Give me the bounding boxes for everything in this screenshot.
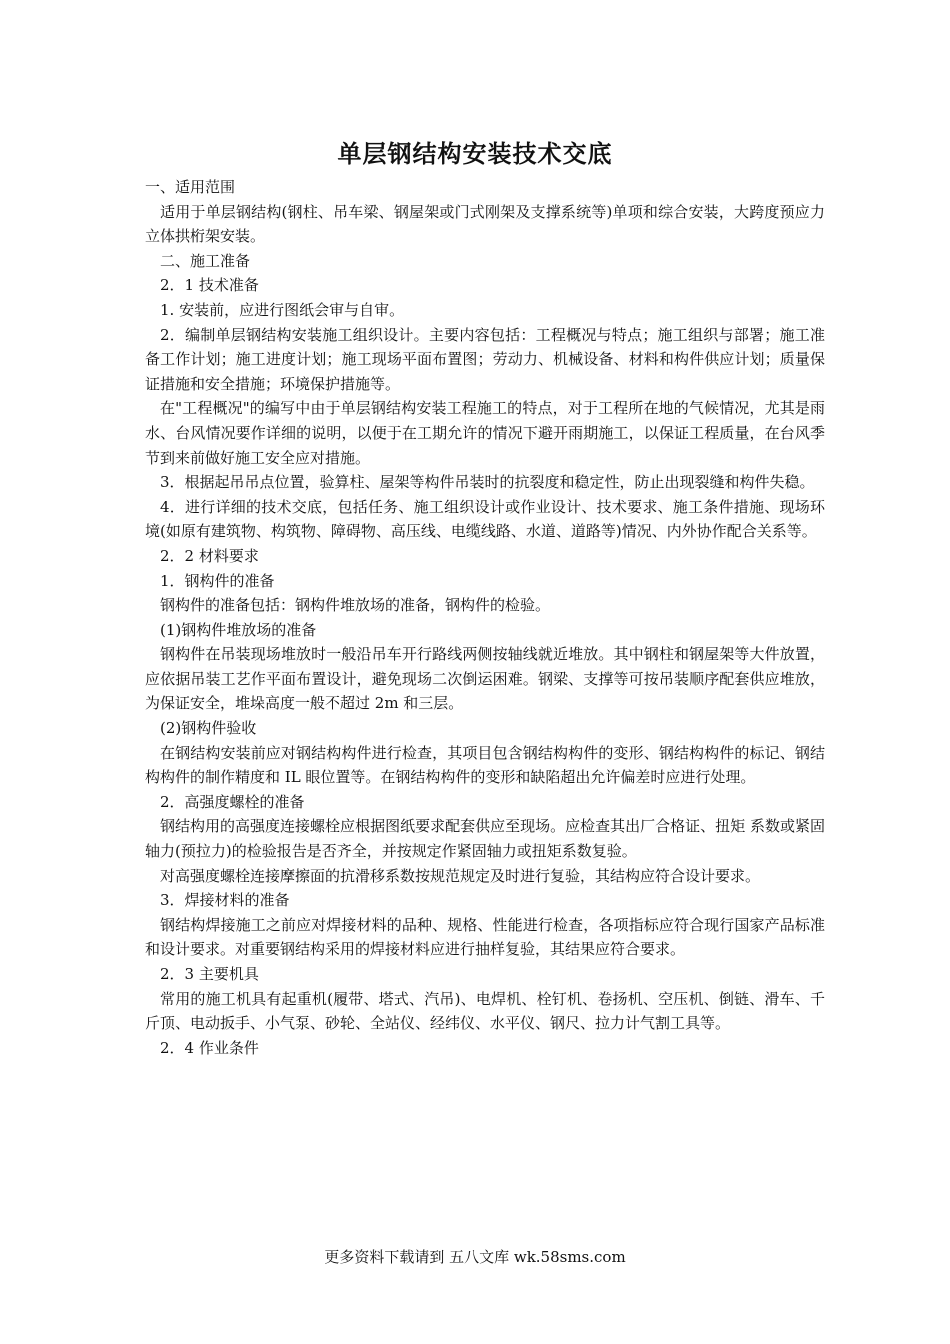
document-title: 单层钢结构安装技术交底 bbox=[337, 139, 613, 168]
subsection-heading: 2．3 主要机具 bbox=[160, 965, 259, 983]
list-item: 1．钢构件的准备 bbox=[160, 571, 275, 590]
section-heading: 一、适用范围 bbox=[145, 178, 236, 196]
paragraph: 钢结构用的高强度连接螺栓应根据图纸要求配套供应至现场。应检查其出厂合格证、扭矩 系数或紧固轴力(预拉力)的检验报告是否齐全，并按规定作紧固轴力或扭矩系数复验。 bbox=[145, 817, 825, 861]
list-item: 3．根据起吊吊点位置，验算柱、屋架等构件吊装时的抗裂度和稳定性，防止出现裂缝和构件失稳。 bbox=[160, 473, 815, 492]
page-footer: 更多资料下载请到 五八文库 wk.58sms.com bbox=[324, 1248, 626, 1266]
list-item: (2)钢构件验收 bbox=[160, 719, 257, 738]
paragraph: 适用于单层钢结构(钢柱、吊车梁、钢屋架或门式刚架及支撑系统等)单项和综合安装，大跨度预应力立体拱桁架安装。 bbox=[145, 202, 825, 246]
document-body bbox=[145, 175, 825, 1060]
subsection-heading: 2．1 技术准备 bbox=[160, 276, 259, 295]
section-heading: 二、施工准备 bbox=[160, 251, 251, 270]
paragraph: 在钢结构安装前应对钢结构构件进行检查，其项目包含钢结构构件的变形、钢结构构件的标记、钢结构构件的制作精度和 IL 眼位置等。在钢结构构件的变形和缺陷超出允许偏差时应进行处理。 bbox=[145, 743, 825, 787]
list-item: 1. 安装前，应进行图纸会审与自审。 bbox=[160, 300, 405, 319]
paragraph: 钢构件的准备包括：钢构件堆放场的准备，钢构件的检验。 bbox=[160, 596, 551, 615]
list-item: 4．进行详细的技术交底，包括任务、施工组织设计或作业设计、技术要求、施工条件措施、现场环境(如原有建筑物、构筑物、障碍物、高压线、电缆线路、水道、道路等)情况、内外协作配合关系等。 bbox=[145, 497, 825, 541]
list-item: 2．高强度螺栓的准备 bbox=[160, 792, 305, 811]
list-item: 2．编制单层钢结构安装施工组织设计。主要内容包括：工程概况与特点；施工组织与部署；施工准备工作计划；施工进度计划；施工现场平面布置图；劳动力、机械设备、材料和构件供应计划；质量保证措施和安全措施；环境保护措施等。 bbox=[145, 325, 825, 393]
paragraph: 钢结构焊接施工之前应对焊接材料的品种、规格、性能进行检查，各项指标应符合现行国家产品标准和设计要求。对重要钢结构采用的焊接材料应进行抽样复验，其结果应符合要求。 bbox=[145, 915, 825, 959]
paragraph: 常用的施工机具有起重机(履带、塔式、汽吊)、电焊机、栓钉机、卷扬机、空压机、倒链、滑车、千斤顶、电动扳手、小气泵、砂轮、全站仪、经纬仪、水平仪、钢尺、拉力计气割工具等。 bbox=[145, 989, 825, 1033]
subsection-heading: 2．2 材料要求 bbox=[160, 546, 259, 565]
subsection-heading: 2．4 作业条件 bbox=[160, 1038, 259, 1057]
list-item: 3．焊接材料的准备 bbox=[160, 891, 290, 910]
list-item: (1)钢构件堆放场的准备 bbox=[160, 620, 317, 639]
paragraph: 在"工程概况"的编写中由于单层钢结构安装工程施工的特点，对于工程所在地的气候情况，尤其是雨水、台风情况要作详细的说明，以便于在工期允许的情况下避开雨期施工，以保证工程质量，在台风季节到来前做好施工安全应对措施。 bbox=[145, 399, 825, 467]
paragraph: 对高强度螺栓连接摩擦面的抗滑移系数按规范规定及时进行复验，其结构应符合设计要求。 bbox=[160, 866, 761, 885]
paragraph: 钢构件在吊装现场堆放时一般沿吊车开行路线两侧按轴线就近堆放。其中钢柱和钢屋架等大件放置，应依据吊装工艺作平面布置设计，避免现场二次倒运困难。钢梁、支撑等可按吊装顺序配套供应堆放，为保证安全，堆垛高度一般不超过 2m 和三层。 bbox=[145, 645, 825, 713]
